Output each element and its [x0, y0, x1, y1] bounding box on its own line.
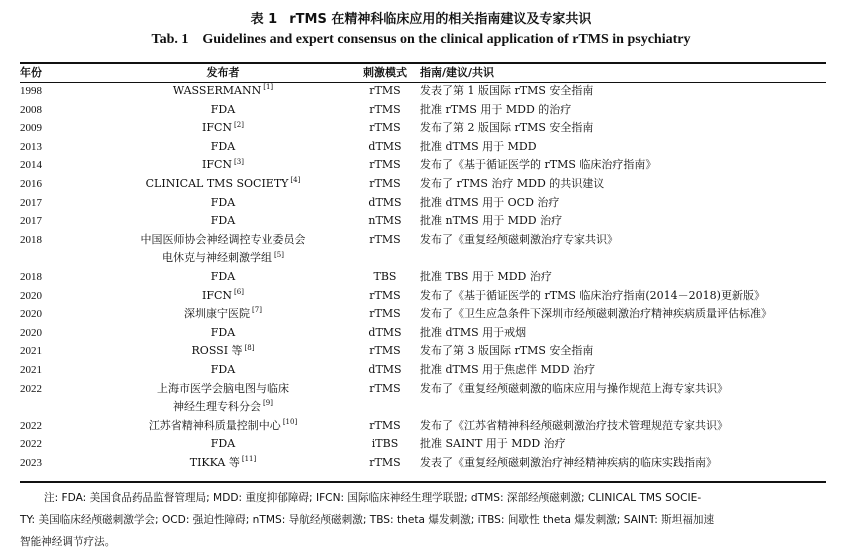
cell-year-text: 2020 [20, 289, 42, 302]
cell-publisher [88, 324, 358, 343]
cell-year [20, 138, 88, 157]
cell-guideline-text: 发布了 rTMS 治疗 MDD 的共识建议 [420, 176, 605, 190]
cell-publisher-text: 深圳康宁医院 [184, 307, 251, 321]
table-title-cn: rTMS 在精神科临床应用的相关指南建议及专家共识 [289, 12, 592, 27]
cell-publisher [88, 380, 358, 399]
cell-publisher-text: FDA [210, 195, 236, 209]
cell-publisher [88, 212, 358, 231]
cell-publisher-text: FDA [210, 139, 236, 153]
reference-mark: [2] [234, 120, 244, 129]
table-caption-cn [0, 8, 842, 27]
cell-mode [358, 342, 412, 361]
cell-publisher-text: WASSERMANN [172, 84, 262, 97]
cell-publisher-text: IFCN [202, 121, 233, 135]
footnote-line-1: 注: FDA: 美国食品药品监督管理局; MDD: 重度抑郁障碍; IFCN: 国际临床神经生理学联盟; dTMS: 深部经颅磁刺激; CLINICAL TMS SOCIE- [44, 492, 702, 504]
cell-mode-text: nTMS [368, 214, 402, 228]
cell-year-text: 2022 [20, 382, 42, 395]
cell-year-text: 2009 [20, 122, 42, 135]
cell-year-text: 2022 [20, 419, 42, 432]
table-row [20, 156, 826, 175]
guidelines-table [20, 63, 826, 472]
cell-guideline [412, 305, 826, 324]
cell-year [20, 398, 88, 417]
cell-guideline [412, 249, 826, 268]
cell-mode [358, 398, 412, 417]
cell-year [20, 175, 88, 194]
cell-mode [358, 287, 412, 306]
cell-guideline-text: 发布了《重复经颅磁刺激治疗专家共识》 [420, 232, 618, 246]
table-row [20, 138, 826, 157]
cell-mode-text: rTMS [369, 288, 401, 302]
cell-publisher [88, 342, 358, 361]
cell-mode-text: rTMS [369, 344, 401, 358]
cell-year-text: 2014 [20, 159, 42, 172]
header-guideline: 指南/建议/共识 [420, 66, 495, 79]
table-row [20, 454, 826, 473]
cell-year-text: 2022 [20, 438, 42, 451]
cell-publisher-text: FDA [210, 214, 236, 228]
cell-guideline-text: 批准 dTMS 用于焦虑伴 MDD 治疗 [420, 362, 596, 376]
cell-year [20, 342, 88, 361]
cell-publisher-text: FDA [210, 362, 236, 376]
table-row [20, 231, 826, 250]
cell-mode [358, 82, 412, 101]
cell-mode [358, 305, 412, 324]
cell-guideline-text: 发布了《基于循证医学的 rTMS 临床治疗指南(2014－2018)更新版》 [420, 288, 765, 302]
cell-guideline-text: 批准 SAINT 用于 MDD 治疗 [420, 437, 566, 451]
table-row [20, 119, 826, 138]
cell-publisher [88, 156, 358, 175]
cell-publisher-text: CLINICAL TMS SOCIETY [145, 176, 289, 190]
cell-year [20, 194, 88, 213]
cell-guideline [412, 194, 826, 213]
cell-year-text: 2017 [20, 196, 42, 209]
cell-mode-text: rTMS [369, 381, 401, 395]
cell-mode-text: rTMS [369, 176, 401, 190]
cell-year-text: 2018 [20, 233, 42, 246]
reference-mark: [3] [234, 157, 244, 166]
cell-year-text: 2020 [20, 326, 42, 339]
table-bottom-rule [20, 481, 826, 483]
cell-publisher-text: 上海市医学会脑电图与临床 [157, 381, 289, 395]
cell-mode-text: dTMS [368, 325, 402, 339]
table-row [20, 268, 826, 287]
cell-year [20, 119, 88, 138]
cell-mode [358, 435, 412, 454]
cell-guideline-text: 发布了第 3 版国际 rTMS 安全指南 [420, 344, 594, 358]
table-label-en: Tab. 1 [151, 32, 189, 47]
cell-publisher [88, 231, 358, 250]
reference-mark: [1] [263, 83, 274, 92]
cell-publisher [88, 119, 358, 138]
cell-mode [358, 361, 412, 380]
cell-guideline-text: 批准 dTMS 用于 MDD [420, 139, 537, 153]
cell-publisher [88, 454, 358, 473]
cell-guideline [412, 101, 826, 120]
cell-year-text: 2021 [20, 363, 42, 376]
table-row [20, 82, 826, 101]
cell-year [20, 287, 88, 306]
cell-mode-text: dTMS [368, 139, 402, 153]
table-body [20, 82, 826, 472]
cell-year [20, 249, 88, 268]
cell-guideline-text: 批准 rTMS 用于 MDD 的治疗 [420, 102, 572, 116]
cell-publisher-text: IFCN [202, 158, 233, 172]
cell-publisher-text: FDA [210, 102, 236, 116]
table-row [20, 212, 826, 231]
table-label-cn: 表 1 [250, 12, 278, 27]
cell-mode [358, 212, 412, 231]
cell-publisher [88, 361, 358, 380]
cell-publisher [88, 194, 358, 213]
cell-year-text: 2017 [20, 215, 42, 228]
table-title-en: Guidelines and expert consensus on the clinical application of rTMS in psychiatry [202, 32, 691, 47]
cell-publisher [88, 435, 358, 454]
table-row [20, 287, 826, 306]
reference-mark: [5] [274, 250, 284, 259]
cell-guideline [412, 212, 826, 231]
table-row [20, 380, 826, 399]
cell-year-text: 2018 [20, 270, 42, 283]
cell-publisher [88, 82, 358, 101]
cell-year [20, 435, 88, 454]
table-row [20, 342, 826, 361]
cell-mode-text: dTMS [368, 362, 402, 376]
cell-mode [358, 249, 412, 268]
cell-mode [358, 268, 412, 287]
cell-year [20, 212, 88, 231]
cell-publisher-text: IFCN [202, 288, 233, 302]
cell-mode [358, 101, 412, 120]
cell-publisher [88, 398, 358, 417]
cell-publisher-text: FDA [210, 437, 236, 451]
cell-year-text: 2023 [20, 456, 42, 469]
cell-publisher [88, 138, 358, 157]
cell-publisher-text: 中国医师协会神经调控专业委员会 [140, 232, 306, 246]
header-publisher: 发布者 [206, 66, 240, 79]
cell-publisher [88, 268, 358, 287]
cell-guideline-text: 批准 dTMS 用于戒烟 [420, 325, 527, 339]
cell-guideline [412, 231, 826, 250]
cell-year [20, 305, 88, 324]
cell-guideline [412, 287, 826, 306]
footnote-line-2: TY: 美国临床经颅磁刺激学会; OCD: 强迫性障碍; nTMS: 导航经颅磁刺激; TBS: theta 爆发刺激; iTBS: 间歇性 theta 爆发刺激; SAINT: 斯坦福加速 [20, 514, 715, 526]
cell-year-text: 2013 [20, 140, 42, 153]
cell-mode-text: rTMS [369, 102, 401, 116]
cell-mode-text: rTMS [369, 418, 401, 432]
reference-mark: [10] [282, 418, 298, 427]
cell-guideline-text: 发布了第 2 版国际 rTMS 安全指南 [420, 121, 594, 135]
reference-mark: [9] [263, 399, 273, 408]
cell-mode [358, 119, 412, 138]
table-row [20, 194, 826, 213]
cell-year-text: 2021 [20, 345, 42, 358]
cell-mode [358, 194, 412, 213]
table-row [20, 417, 826, 436]
cell-year [20, 380, 88, 399]
footnote-line-3: 智能神经调节疗法。 [20, 536, 116, 548]
table-row [20, 435, 826, 454]
cell-guideline-text: 批准 TBS 用于 MDD 治疗 [420, 269, 552, 283]
cell-mode-text: rTMS [369, 121, 401, 135]
cell-year [20, 156, 88, 175]
cell-guideline [412, 156, 826, 175]
cell-mode [358, 138, 412, 157]
cell-year-text: 2020 [20, 308, 42, 321]
cell-year [20, 361, 88, 380]
table-row [20, 398, 826, 417]
cell-guideline [412, 82, 826, 101]
table-caption-en [0, 32, 842, 48]
cell-guideline [412, 268, 826, 287]
table-header-row [20, 63, 826, 82]
cell-guideline [412, 119, 826, 138]
cell-mode-text: rTMS [369, 84, 401, 97]
cell-guideline [412, 454, 826, 473]
cell-guideline-text: 发布了《卫生应急条件下深圳市经颅磁刺激治疗精神疾病质量评估标准》 [420, 307, 772, 321]
cell-mode-text: iTBS [371, 437, 399, 451]
reference-mark: [11] [241, 455, 257, 464]
cell-publisher-text: ROSSI 等 [191, 344, 243, 358]
table-row [20, 101, 826, 120]
cell-mode-text: TBS [373, 269, 397, 283]
table-row [20, 361, 826, 380]
cell-year [20, 82, 88, 101]
cell-publisher-text: 神经生理专科分会 [173, 400, 262, 414]
cell-guideline [412, 342, 826, 361]
cell-publisher-text: 电休克与神经刺激学组 [162, 251, 273, 265]
cell-year [20, 268, 88, 287]
cell-mode-text: dTMS [368, 195, 402, 209]
cell-mode-text: rTMS [369, 307, 401, 321]
cell-publisher-text: FDA [210, 325, 236, 339]
cell-guideline-text: 发布了《江苏省精神科经颅磁刺激治疗技术管理规范专家共识》 [420, 418, 728, 432]
table-row [20, 249, 826, 268]
cell-guideline-text: 批准 dTMS 用于 OCD 治疗 [420, 195, 560, 209]
header-mode: 刺激模式 [363, 66, 407, 79]
cell-guideline [412, 138, 826, 157]
table-row [20, 175, 826, 194]
cell-publisher-text: FDA [210, 269, 236, 283]
reference-mark: [7] [252, 306, 262, 315]
cell-publisher [88, 249, 358, 268]
cell-guideline-text: 发布了《重复经颅磁刺激的临床应用与操作规范上海专家共识》 [420, 381, 728, 395]
cell-year [20, 101, 88, 120]
cell-mode-text: rTMS [369, 158, 401, 172]
reference-mark: [8] [244, 343, 255, 352]
cell-year [20, 454, 88, 473]
cell-guideline-text: 发表了第 1 版国际 rTMS 安全指南 [420, 84, 594, 97]
cell-guideline [412, 380, 826, 399]
cell-mode [358, 156, 412, 175]
cell-mode [358, 175, 412, 194]
cell-year [20, 324, 88, 343]
cell-mode [358, 380, 412, 399]
cell-publisher [88, 417, 358, 436]
cell-mode [358, 324, 412, 343]
cell-guideline-text: 发布了《基于循证医学的 rTMS 临床治疗指南》 [420, 158, 657, 172]
cell-mode-text: rTMS [369, 232, 401, 246]
table-row [20, 324, 826, 343]
cell-publisher-text: TIKKA 等 [189, 455, 240, 469]
cell-guideline [412, 361, 826, 380]
cell-publisher [88, 175, 358, 194]
cell-publisher [88, 287, 358, 306]
cell-guideline [412, 175, 826, 194]
cell-publisher [88, 305, 358, 324]
cell-year [20, 231, 88, 250]
table-row [20, 305, 826, 324]
reference-mark: [4] [290, 176, 301, 185]
header-year: 年份 [20, 66, 42, 79]
cell-guideline [412, 435, 826, 454]
cell-year-text: 2008 [20, 103, 42, 116]
reference-mark: [6] [234, 287, 244, 296]
cell-publisher-text: 江苏省精神科质量控制中心 [148, 418, 281, 432]
cell-guideline-text: 发表了《重复经颅磁刺激治疗神经精神疾病的临床实践指南》 [420, 455, 717, 469]
table-footnote [20, 487, 826, 553]
cell-guideline [412, 398, 826, 417]
cell-year-text: 2016 [20, 177, 42, 190]
cell-mode [358, 231, 412, 250]
cell-year-text: 1998 [20, 85, 42, 97]
cell-guideline [412, 324, 826, 343]
cell-guideline-text: 批准 nTMS 用于 MDD 治疗 [420, 214, 563, 228]
cell-mode [358, 417, 412, 436]
cell-mode [358, 454, 412, 473]
cell-mode-text: rTMS [369, 455, 401, 469]
cell-year [20, 417, 88, 436]
cell-publisher [88, 101, 358, 120]
cell-guideline [412, 417, 826, 436]
